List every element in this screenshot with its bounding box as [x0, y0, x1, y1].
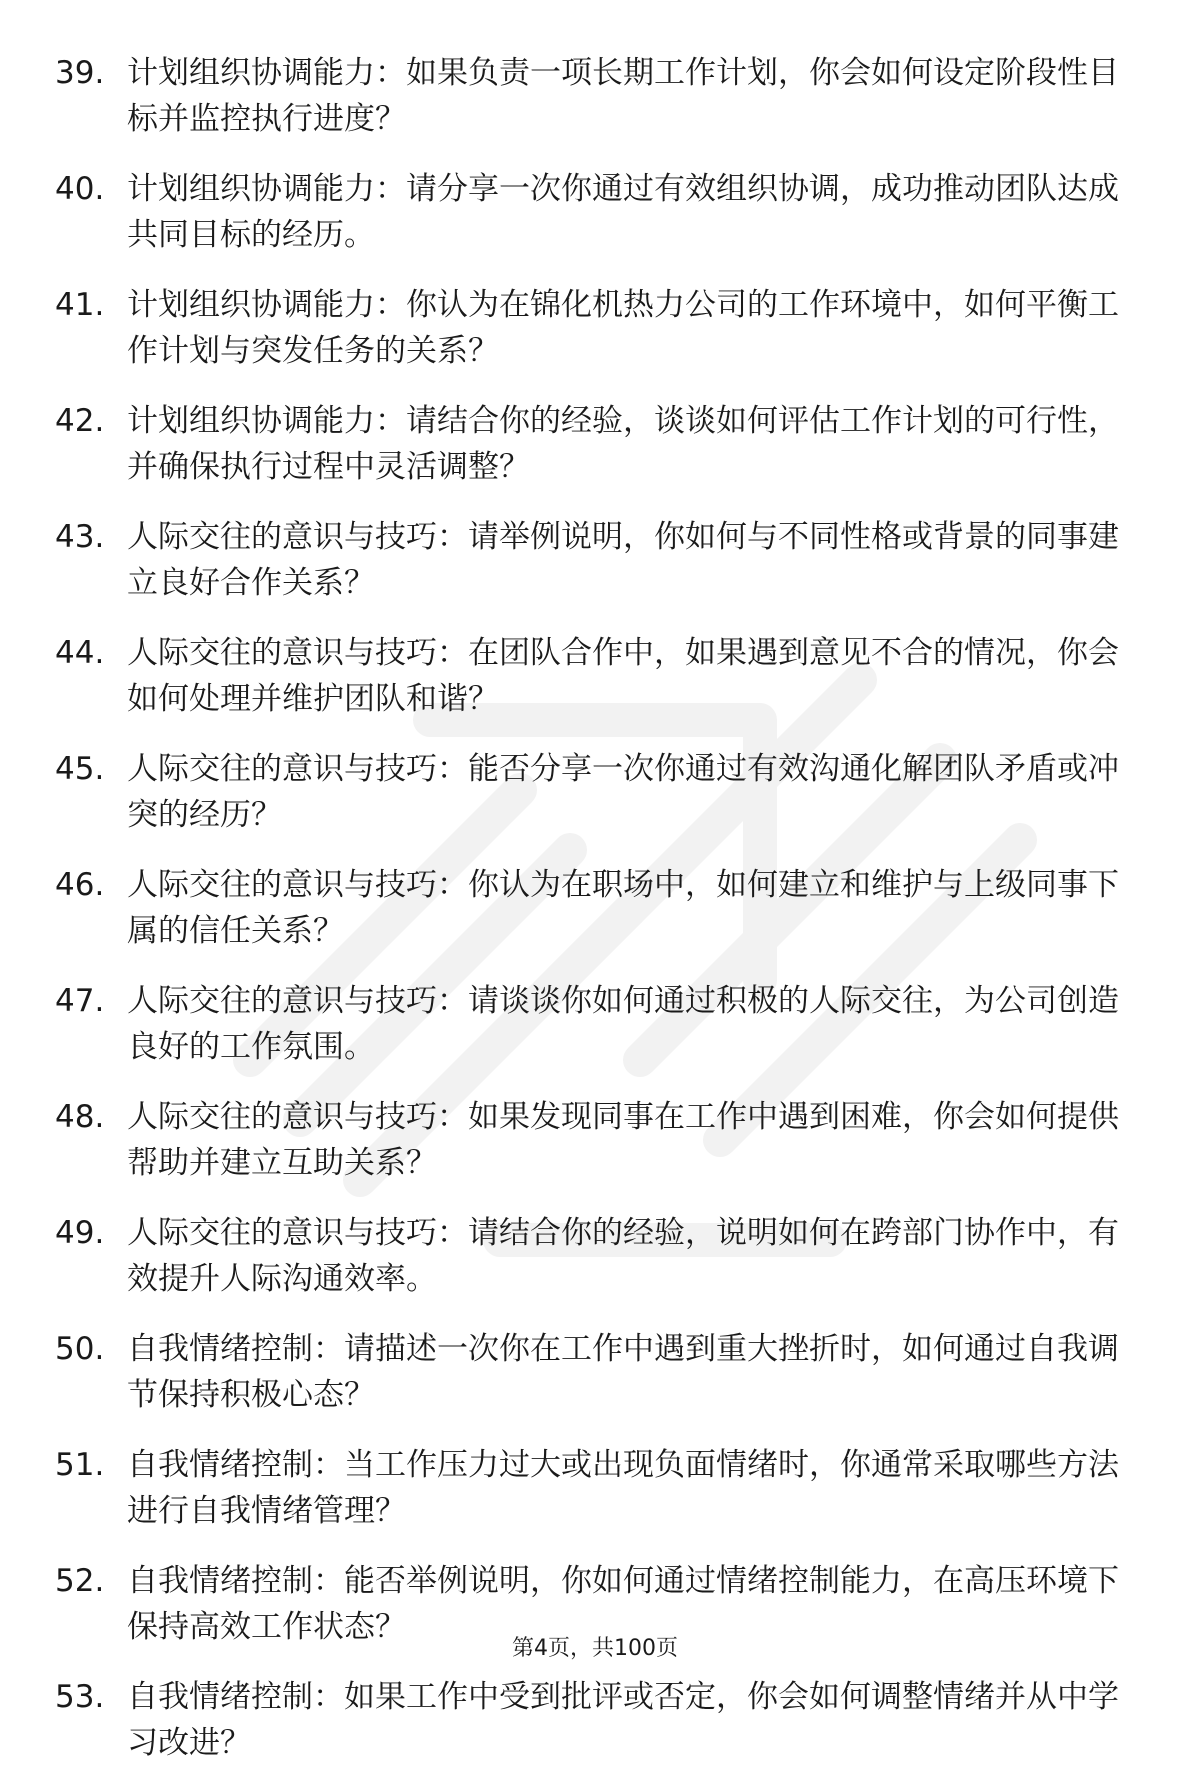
question-item [55, 166, 1135, 258]
question-item [55, 282, 1135, 374]
question-number: 40. [55, 171, 105, 207]
question-item [55, 630, 1135, 722]
question-text: 计划组织协调能力：请分享一次你通过有效组织协调，成功推动团队达成共同目标的经历。 [127, 171, 1119, 253]
question-item [55, 1210, 1135, 1302]
question-text: 自我情绪控制：能否举例说明，你如何通过情绪控制能力，在高压环境下保持高效工作状态？ [127, 1563, 1119, 1645]
question-item [55, 1094, 1135, 1186]
question-item [55, 862, 1135, 954]
question-item [55, 1674, 1135, 1766]
question-item [55, 746, 1135, 838]
question-text: 计划组织协调能力：如果负责一项长期工作计划，你会如何设定阶段性目标并监控执行进度？ [127, 55, 1119, 137]
question-number: 47. [55, 983, 105, 1019]
question-text: 自我情绪控制：请描述一次你在工作中遇到重大挫折时，如何通过自我调节保持积极心态？ [127, 1331, 1119, 1413]
question-text: 人际交往的意识与技巧：请举例说明，你如何与不同性格或背景的同事建立良好合作关系？ [127, 519, 1119, 601]
question-number: 52. [55, 1563, 105, 1599]
question-item [55, 398, 1135, 490]
question-text: 计划组织协调能力：你认为在锦化机热力公司的工作环境中，如何平衡工作计划与突发任务的关系？ [127, 287, 1119, 369]
question-list [55, 50, 1135, 1790]
question-item [55, 978, 1135, 1070]
question-number: 43. [55, 519, 105, 555]
question-number: 45. [55, 751, 105, 787]
question-text: 人际交往的意识与技巧：在团队合作中，如果遇到意见不合的情况，你会如何处理并维护团队和谐？ [127, 635, 1119, 717]
question-number: 53. [55, 1679, 105, 1715]
question-number: 39. [55, 55, 105, 91]
question-text: 人际交往的意识与技巧：请结合你的经验，说明如何在跨部门协作中，有效提升人际沟通效率。 [127, 1215, 1119, 1297]
question-number: 49. [55, 1215, 105, 1251]
question-text: 人际交往的意识与技巧：如果发现同事在工作中遇到困难，你会如何提供帮助并建立互助关系？ [127, 1099, 1119, 1181]
question-item [55, 514, 1135, 606]
question-text: 人际交往的意识与技巧：你认为在职场中，如何建立和维护与上级同事下属的信任关系？ [127, 867, 1119, 949]
page-footer [0, 1634, 1190, 1664]
question-number: 41. [55, 287, 105, 323]
question-number: 46. [55, 867, 105, 903]
question-number: 42. [55, 403, 105, 439]
question-number: 50. [55, 1331, 105, 1367]
question-number: 44. [55, 635, 105, 671]
question-text: 人际交往的意识与技巧：能否分享一次你通过有效沟通化解团队矛盾或冲突的经历？ [127, 751, 1119, 833]
question-item [55, 1442, 1135, 1534]
question-text: 人际交往的意识与技巧：请谈谈你如何通过积极的人际交往，为公司创造良好的工作氛围。 [127, 983, 1119, 1065]
question-item [55, 50, 1135, 142]
question-text: 自我情绪控制：如果工作中受到批评或否定，你会如何调整情绪并从中学习改进？ [127, 1679, 1119, 1761]
question-item [55, 1326, 1135, 1418]
page-number-label: 第4页，共100页 [512, 1636, 678, 1661]
question-number: 51. [55, 1447, 105, 1483]
question-text: 自我情绪控制：当工作压力过大或出现负面情绪时，你通常采取哪些方法进行自我情绪管理？ [127, 1447, 1119, 1529]
question-number: 48. [55, 1099, 105, 1135]
question-text: 计划组织协调能力：请结合你的经验，谈谈如何评估工作计划的可行性，并确保执行过程中灵活调整？ [127, 403, 1119, 485]
